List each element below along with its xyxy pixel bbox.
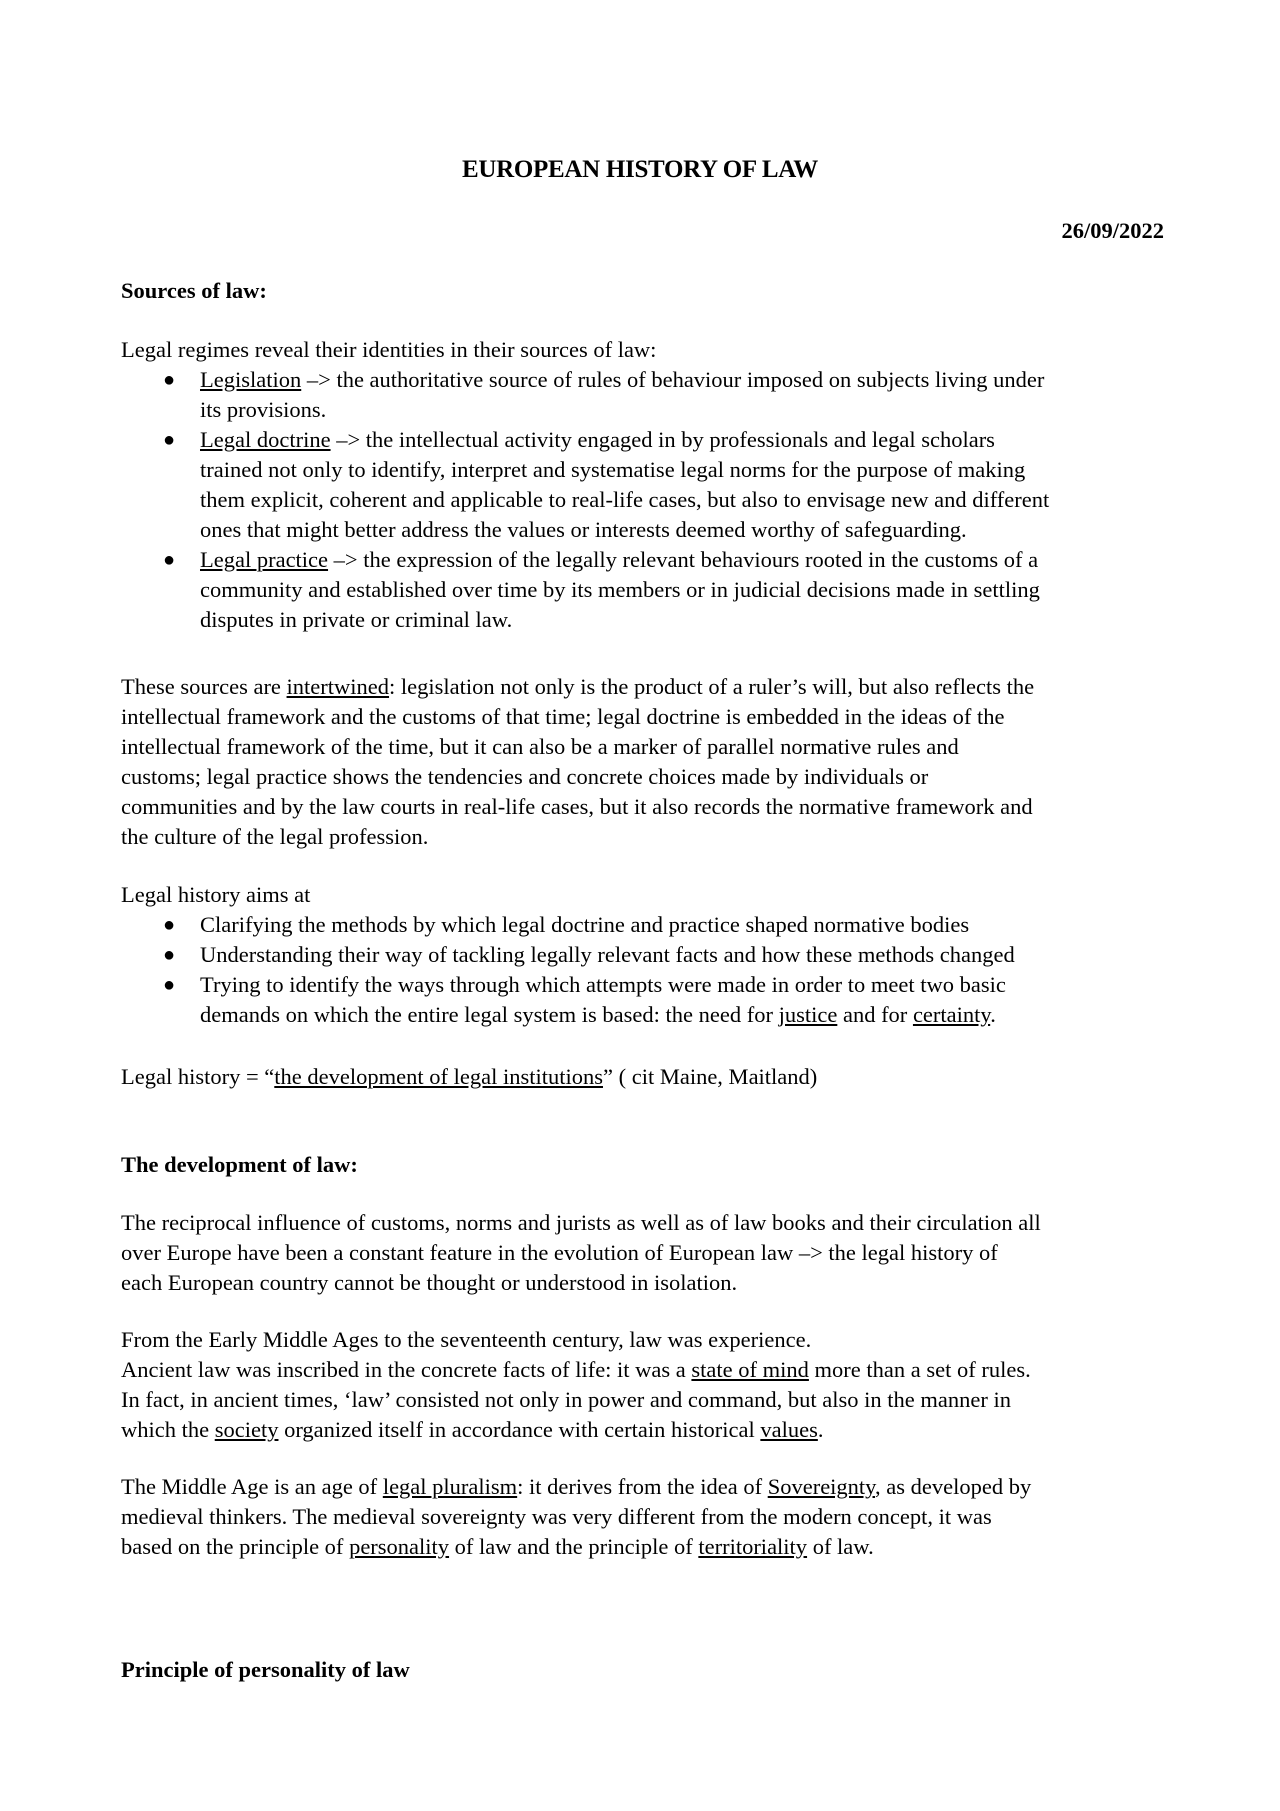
bullet-icon: ● — [163, 429, 176, 451]
section-heading-development: The development of law: — [121, 1152, 358, 1177]
bullet-icon: ● — [163, 369, 176, 391]
development-paragraph-1: The reciprocal influence of customs, norms and jurists as well as of law books and their circulation all over Europe have been a constant feature in the evolution of European law –> the legal history of each European country cannot be thought or understood in isolation. — [121, 1210, 1041, 1295]
legal-history-definition: Legal history = “the development of legal institutions” ( cit Maine, Maitland) — [121, 1064, 818, 1089]
list-item: ● Clarifying the methods by which legal doctrine and practice shaped normative bodies — [121, 910, 1171, 940]
term-legislation: Legislation — [200, 367, 302, 392]
section-heading-personality: Principle of personality of law — [121, 1657, 410, 1682]
history-aims-intro: Legal history aims at — [121, 882, 311, 907]
term-development-legal-institutions: the development of legal institutions — [274, 1064, 603, 1089]
development-paragraph-2: From the Early Middle Ages to the seventeenth century, law was experience. Ancient law was inscribed in the concrete facts of life: it was a state of mind more than a set of rules. In fact, in ancient times, ‘law’ consisted not only in power and command, but also in the manner in which the society organized itself in accordance with certain historical values. — [121, 1327, 1031, 1442]
term-society: society — [214, 1417, 279, 1442]
sources-list — [121, 365, 1171, 635]
document-title: EUROPEAN HISTORY OF LAW — [462, 156, 818, 183]
section-heading-sources: Sources of law: — [121, 278, 267, 303]
term-certainty: certainty — [912, 1002, 991, 1027]
list-item: ● Legislation –> the authoritative source of rules of behaviour imposed on subjects living under its provisions. — [163, 367, 1045, 422]
term-legal-doctrine: Legal doctrine — [200, 427, 331, 452]
development-paragraph-3: The Middle Age is an age of legal pluralism: it derives from the idea of Sovereignty, as developed by medieval thinkers. The medieval sovereignty was very different from the modern concept, it was based on the principle of personality of law and the principle of territoriality of law. — [121, 1474, 1032, 1559]
document-date: 26/09/2022 — [1061, 218, 1164, 243]
term-intertwined: intertwined — [286, 674, 390, 699]
term-territoriality: territoriality — [698, 1534, 808, 1559]
list-item: ● Legal doctrine –> the intellectual activity engaged in by professionals and legal scholars trained not only to identify, interpret and systematise legal norms for the purpose of making them explicit, coherent and applicable to real-life cases, but also to envisage new and different ones that might better address the values or interests deemed worthy of safeguarding. — [163, 427, 1050, 542]
bullet-icon: ● — [163, 549, 176, 571]
bullet-icon: ● — [163, 944, 176, 966]
term-justice: justice — [778, 1002, 838, 1027]
list-item: ● Understanding their way of tackling legally relevant facts and how these methods changed — [121, 940, 1171, 970]
bullet-icon: ● — [163, 974, 176, 996]
history-aims-list — [121, 910, 1171, 1030]
term-values: values — [760, 1417, 818, 1442]
bullet-icon: ● — [163, 914, 176, 936]
term-legal-pluralism: legal pluralism — [382, 1474, 518, 1499]
term-state-of-mind: state of mind — [691, 1357, 809, 1382]
term-sovereignty: Sovereignty — [767, 1474, 875, 1499]
sources-intro: Legal regimes reveal their identities in their sources of law: — [121, 337, 657, 362]
intertwined-paragraph: These sources are intertwined: legislation not only is the product of a ruler’s will, but also reflects the intellectual framework and the customs of that time; legal doctrine is embedded in the ideas of the intellectual framework of the time, but it can also be a marker of parallel normative rules and customs; legal practice shows the tendencies and concrete choices made by individuals or communities and by the law courts in real-life cases, but it also records the normative framework and the culture of the legal profession. — [121, 674, 1035, 849]
term-legal-practice: Legal practice — [200, 547, 329, 572]
term-personality: personality — [349, 1534, 450, 1559]
list-item: ● Trying to identify the ways through which attempts were made in order to meet two basic demands on which the entire legal system is based: the need for justice and for certainty. — [163, 972, 1006, 1027]
list-item: ● Legal practice –> the expression of the legally relevant behaviours rooted in the customs of a community and established over time by its members or in judicial decisions made in settling disputes in private or criminal law. — [163, 547, 1040, 632]
